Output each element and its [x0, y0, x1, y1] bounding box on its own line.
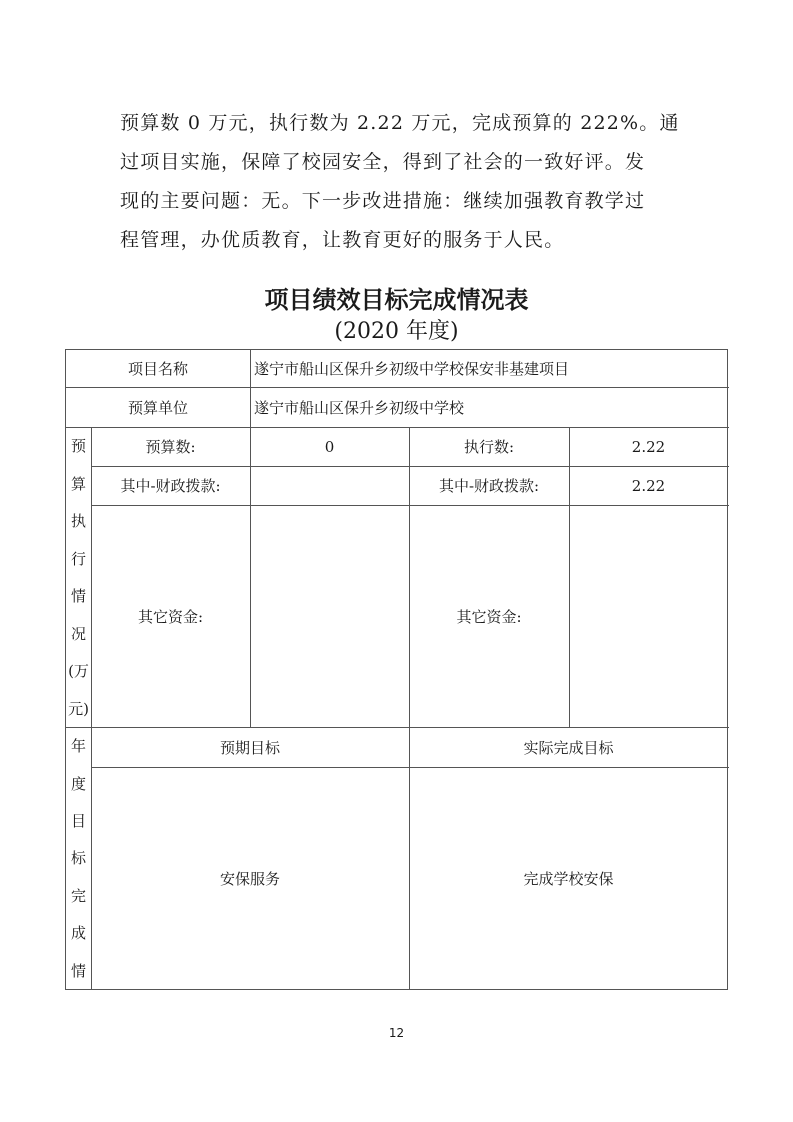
vertical-char: 预 — [70, 437, 86, 456]
fiscal-label-left: 其中-财政拨款: — [120, 477, 221, 495]
paragraph-line: 程管理，办优质教育，让教育更好的服务于人民。 — [120, 229, 565, 251]
goal-section-label — [66, 727, 91, 989]
other-funds-label-right: 其它资金: — [456, 607, 522, 626]
budget-amount-value: 0 — [324, 437, 335, 456]
paragraph-line: 预算数 0 万元，执行数为 2.22 万元，完成预算的 222%。通 — [120, 112, 680, 134]
table-subtitle: (2020 年度) — [334, 319, 459, 344]
fiscal-value-left — [250, 466, 409, 505]
performance-table — [65, 349, 728, 990]
project-name-label: 项目名称 — [127, 360, 188, 378]
fiscal-value-right: 2.22 — [631, 476, 666, 495]
vertical-char: 行 — [70, 549, 86, 568]
vertical-char: 情 — [70, 587, 86, 606]
other-funds-value-right — [569, 505, 728, 727]
vertical-char: 年 — [70, 737, 86, 756]
exec-section-label — [66, 427, 91, 727]
exec-amount-label: 执行数: — [463, 438, 515, 456]
vertical-char: 标 — [70, 849, 86, 868]
budget-amount-label: 预算数: — [145, 438, 196, 456]
vertical-char: 成 — [70, 924, 86, 943]
vertical-char: 元) — [68, 699, 89, 718]
project-name-value: 遂宁市船山区保升乡初级中学校保安非基建项目 — [254, 360, 570, 378]
vertical-char: (万 — [68, 662, 89, 681]
exec-amount-value: 2.22 — [631, 437, 666, 456]
actual-goal-value: 完成学校安保 — [523, 869, 614, 888]
vertical-char: 算 — [70, 474, 86, 493]
budget-unit-label: 预算单位 — [127, 398, 188, 417]
fiscal-label-right: 其中-财政拨款: — [438, 477, 540, 495]
page-number: 12 — [388, 1026, 405, 1040]
table-title: 项目绩效目标完成情况表 — [264, 286, 529, 314]
vertical-char: 执 — [70, 512, 86, 531]
vertical-char: 完 — [70, 886, 86, 905]
vertical-char: 情 — [70, 961, 86, 980]
budget-unit-value: 遂宁市船山区保升乡初级中学校 — [254, 398, 465, 417]
vertical-char: 目 — [70, 812, 86, 831]
other-funds-value-left — [250, 505, 409, 727]
other-funds-label-left: 其它资金: — [137, 607, 204, 626]
paragraph-line: 现的主要问题：无。下一步改进措施：继续加强教育教学过 — [120, 190, 646, 212]
expected-goal-header: 预期目标 — [219, 738, 280, 757]
body-paragraph — [120, 104, 680, 260]
actual-goal-header: 实际完成目标 — [523, 738, 614, 757]
paragraph-line: 过项目实施，保障了校园安全，得到了社会的一致好评。发 — [120, 151, 646, 173]
vertical-char: 况 — [70, 624, 86, 643]
vertical-char: 度 — [70, 774, 86, 793]
expected-goal-value: 安保服务 — [219, 869, 280, 888]
